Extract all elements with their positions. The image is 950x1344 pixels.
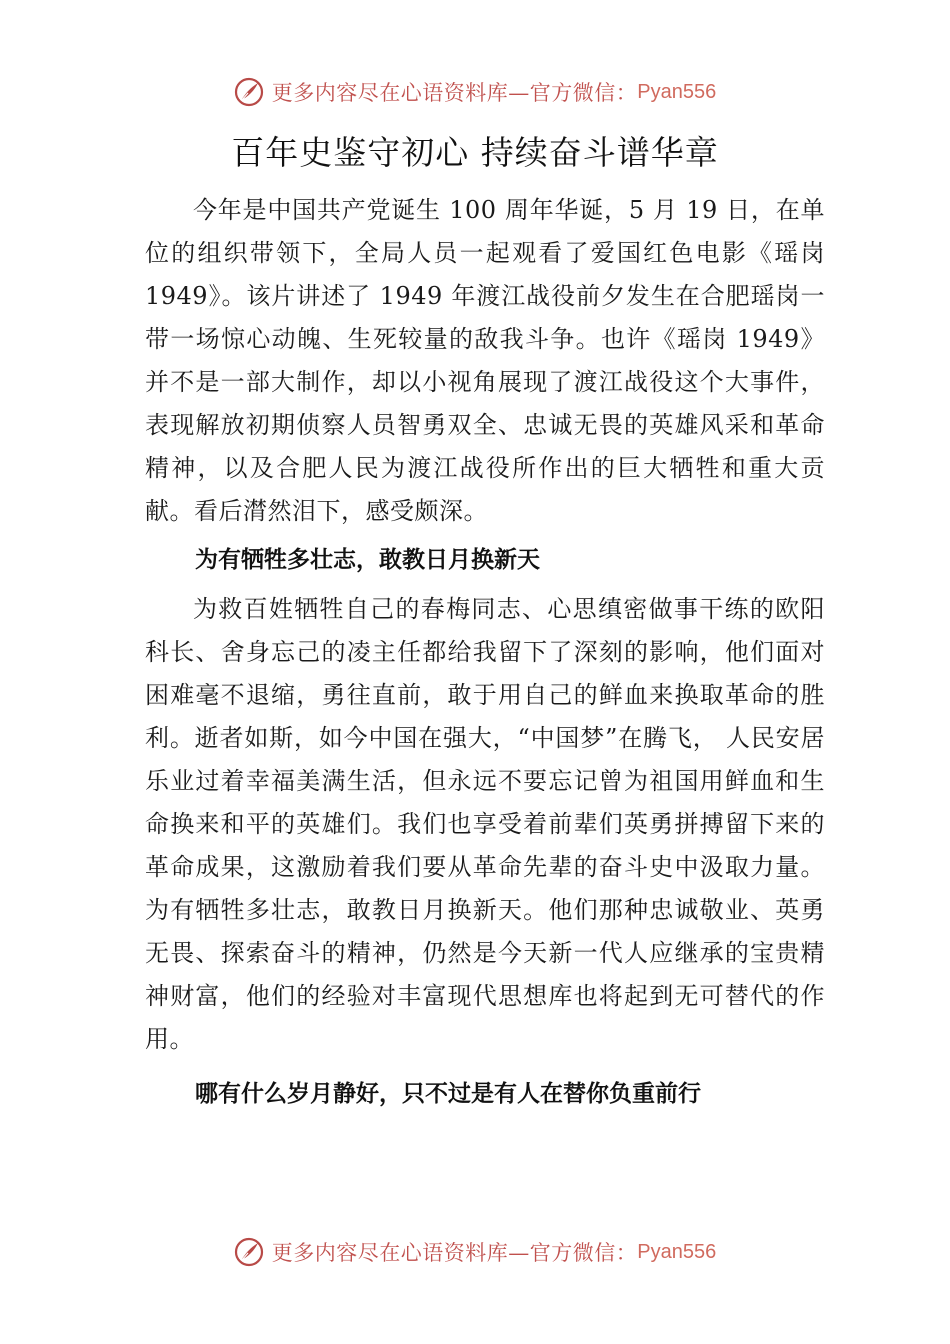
footer-banner bbox=[0, 1232, 950, 1272]
section-heading-burden: 哪有什么岁月静好，只不过是有人在替你负重前行 bbox=[195, 1081, 701, 1107]
feather-quill-logo-icon bbox=[234, 77, 264, 107]
document-body bbox=[145, 189, 825, 1116]
header-banner bbox=[0, 72, 950, 112]
banner-text: 更多内容尽在心语资料库—官方微信： bbox=[271, 1241, 638, 1265]
banner-text: 更多内容尽在心语资料库—官方微信： bbox=[271, 81, 638, 105]
paragraph-intro: 今年是中国共产党诞生 100 周年华诞，5 月 19 日，在单位的组织带领下，全局人员一起观看了爱国红色电影《瑶岗1949》。该片讲述了 1949 年渡江战役前夕发生在合肥瑶岗一带一场惊心动魄、生死较量的敌我斗争。也许《瑶岗 1949》并不是一部大制作，却以小视角展现了渡江战役这个大事件，表现解放初期侦察人员智勇双全、忠诚无畏的英雄风采和革命精神，以及合肥人民为渡江战役所作出的巨大牺牲和重大贡献。看后潸然泪下，感受颇深。 bbox=[145, 196, 825, 525]
document-title: 百年史鉴守初心 持续奋斗谱华章 bbox=[231, 133, 719, 172]
banner-wechat-id: Pyan556 bbox=[637, 1240, 717, 1263]
feather-quill-logo-icon bbox=[234, 1237, 264, 1267]
banner-wechat-id: Pyan556 bbox=[637, 80, 717, 103]
paragraph-heroes: 为救百姓牺牲自己的春梅同志、心思缜密做事干练的欧阳科长、舍身忘己的凌主任都给我留下了深刻的影响，他们面对困难毫不退缩，勇往直前，敢于用自己的鲜血来换取革命的胜利。逝者如斯，如今中国在强大，“中国梦”在腾飞， 人民安居乐业过着幸福美满生活，但永远不要忘记曾为祖国用鲜血和生命换来和平的英雄们。我们也享受着前辈们英勇拼搏留下来的革命成果，这激励着我们要从革命先辈的奋斗史中汲取力量。为有牺牲多壮志，敢教日月换新天。他们那种忠诚敬业、英勇无畏、探索奋斗的精神，仍然是今天新一代人应继承的宝贵精神财富，他们的经验对丰富现代思想库也将起到无可替代的作用。 bbox=[145, 595, 825, 1053]
section-heading-sacrifice: 为有牺牲多壮志，敢教日月换新天 bbox=[195, 547, 540, 573]
